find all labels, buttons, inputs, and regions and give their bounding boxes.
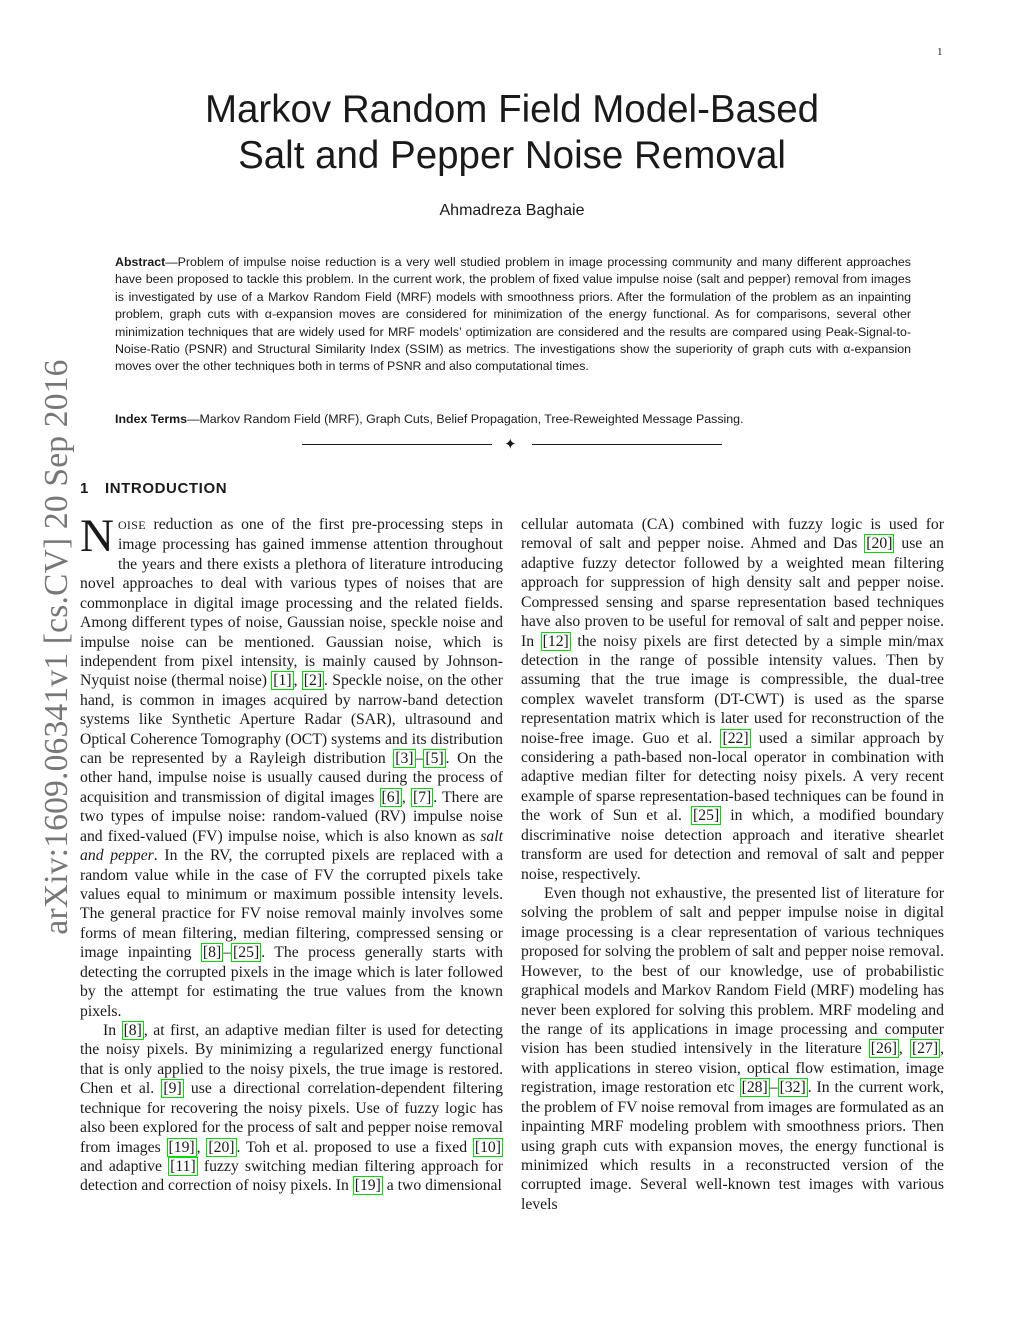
citation-link[interactable]: [22] [722, 729, 749, 747]
separator-line-left [302, 444, 492, 445]
page-number: 1 [937, 46, 943, 58]
text-run: used a similar approach by considering a path-based non-local operator in combination with adaptive median filter for detecting noisy pixels. A very recent example of sparse representation-based techniques can be found in the work of Sun et al. [521, 729, 944, 825]
citation-link[interactable]: [12] [542, 632, 569, 650]
section-separator [302, 436, 722, 452]
text-run: in which, a modified boundary discriminative noise detection approach and iterative shearlet transform are used for detection and removal of salt and pepper noise, respectively. [521, 807, 944, 883]
text-run: , [898, 1040, 910, 1058]
text-run: . The process generally starts with detecting the corrupted pixels in the image which is later followed by the attempt for estimating the true values from the known pixels. [80, 944, 503, 1020]
dropcap: N [80, 510, 114, 562]
text-run: , [401, 788, 411, 806]
citation-link[interactable]: [20] [866, 535, 893, 553]
index-terms-text: —Markov Random Field (MRF), Graph Cuts, Belief Propagation, Tree-Reweighted Message Passing. [187, 412, 744, 426]
text-run: use an adaptive fuzzy detector followed by a weighted mean filtering approach for suppression of high density salt and pepper noise. Compressed sensing and sparse representation based techniques have also proven to be useful for removal of salt and pepper noise. In [521, 535, 945, 650]
citation-link[interactable]: [25] [233, 944, 260, 962]
text-run: , [293, 672, 302, 690]
citation-link[interactable]: [6] [381, 788, 400, 806]
text-run: In [103, 1021, 122, 1039]
text-run: fuzzy switching median filtering approach for detection and correction of noisy pixels. In [80, 1157, 503, 1195]
text-run: , with applications in stereo vision, optical flow estimation, image registration, image restoration etc [521, 1040, 945, 1097]
abstract-text: —Problem of impulse noise reduction is a very well studied problem in image processing community and many different approaches have been proposed to tackle this problem. In the current work, the problem of fixed value impulse noise (salt and pepper) removal from images is investigated by use of a Markov Random Field (MRF) models with smoothness priors. After the formulation of the problem as an inpainting problem, graph cuts with α-expansion moves are considered for minimization of the energy functional. As for comparisons, several other minimization techniques that are widely used for MRF models’ optimization are considered and the results are compared using Peak-Signal-to-Noise-Ratio (PSNR) and Structural Similarity Index (SSIM) as metrics. The investigations show the superiority of graph cuts with α-expansion moves over the other techniques both in terms of PSNR and also computational times. [115, 255, 911, 374]
text-run: – [769, 1079, 778, 1097]
citation-link[interactable]: [3] [395, 750, 414, 768]
text-run: reduction as one of the first pre-processing steps in image processing has gained immense attention throughout the years and there exists a plethora of literature introducing novel approaches to deal with various types of noises that are commonplace in digital image processing and the related fields. Among different types of noise, Gaussian noise, speckle noise and impulse noise can be mentioned. Gaussian noise, which is independent from pixel intensity, is mainly caused by Johnson-Nyquist noise (thermal noise) [80, 516, 503, 690]
title-line-1: Markov Random Field Model-Based [204, 88, 820, 131]
intro-paragraph-3 [521, 515, 944, 884]
text-run: . There are two types of impulse noise: random-valued (RV) impulse noise and fixed-valued (FV) impulse noise, which is also known as [80, 788, 504, 845]
intro-paragraph-1 [80, 510, 504, 1021]
citation-link[interactable]: [19] [354, 1177, 381, 1195]
index-terms [115, 411, 911, 428]
text-run: cellular automata (CA) combined with fuzzy logic is used for removal of salt and pepper noise. Ahmed and Das [521, 516, 944, 553]
text-run: and adaptive [80, 1157, 169, 1175]
text-run: Even though not exhaustive, the presented list of literature for solving the problem of salt and pepper impulse noise in digital image processing is a clear representation of various techniques proposed for solving the problem of salt and pepper noise removal. However, to the best of our knowledge, use of probabilistic graphical models and Markov Random Field (MRF) modeling has never been explored for solving this problem. MRF modeling and the range of its applications in image processing and computer vision has been studied intensively in the literature [521, 885, 944, 1058]
text-run: . On the other hand, impulse noise is usually caused during the process of acquisition and transmission of digital images [80, 750, 503, 806]
citation-link[interactable]: [19] [168, 1138, 195, 1156]
dropcap-smallcaps: OISE [117, 518, 146, 532]
separator-diamond-icon: ✦ [504, 435, 517, 453]
citation-link[interactable]: [8] [123, 1021, 142, 1039]
citation-link[interactable]: [10] [474, 1138, 501, 1156]
intro-paragraph-2 [80, 1021, 503, 1196]
citation-link[interactable]: [28] [741, 1079, 768, 1097]
text-run: , [196, 1138, 207, 1156]
text-run: , at first, an adaptive median filter is used for detecting the noisy pixels. By minimizing a regularized energy functional that is only applied to the noisy pixels, the true image is restored. Chen et al. [80, 1021, 503, 1098]
abstract-label: Abstract [115, 255, 166, 269]
left-column [80, 510, 504, 1196]
text-run: the noisy pixels are first detected by a simple min/max detection in the range of possible intensity values. Then by assuming that the true image is compressible, the dual-tree complex wavelet transform (DT-CWT) is used as the sparse representation matrix which is later used for reconstruction of the noise-free image. Guo et al. [521, 632, 944, 747]
text-run: . In the RV, the corrupted pixels are replaced with a random value while in the case of FV the corrupted pixels take values equal to minimum or maximum possible intensity levels. The general practice for FV noise removal mainly involves some forms of mean filtering, median filtering, compressed sensing or image inpainting [80, 847, 503, 962]
index-terms-label: Index Terms [115, 412, 188, 426]
citation-link[interactable]: [11] [170, 1157, 196, 1175]
text-run: a two dimensional [382, 1177, 502, 1195]
text-run: . In the current work, the problem of FV noise removal from images are formulated as an inpainting MRF modeling problem with smoothness priors. Then using graph cuts with expansion moves, the energy functional is minimized which results in a reconstructed version of the corrupted image. Several well-known test images with various levels [521, 1079, 944, 1213]
author-name: Ahmadreza Baghaie [439, 202, 585, 219]
intro-paragraph-4 [521, 884, 944, 1214]
section-heading [80, 480, 227, 497]
citation-link[interactable]: [7] [412, 788, 432, 806]
citation-link[interactable]: [9] [163, 1080, 182, 1098]
abstract [115, 254, 911, 376]
citation-link[interactable]: [25] [693, 807, 720, 825]
text-run: . Speckle noise, on the other hand, is common in images acquired by narrow-band detection systems like Synthetic Aperture Radar (SAR), ultrasound and Optical Coherence Tomography (OCT) systems and its distribution can be represented by a Rayleigh distribution [80, 672, 503, 768]
text-run: – [415, 750, 424, 768]
text-run: use a directional correlation-dependent filtering technique for recovering the noisy pixels. Use of fuzzy logic has also been explored for the process of salt and pepper noise removal from images [80, 1080, 503, 1156]
title-line-2: Salt and Pepper Noise Removal [238, 134, 786, 177]
citation-link[interactable]: [20] [208, 1138, 235, 1156]
citation-link[interactable]: [1] [273, 672, 292, 690]
citation-link[interactable]: [32] [779, 1079, 806, 1097]
text-run: – [223, 944, 232, 962]
citation-link[interactable]: [8] [202, 944, 222, 962]
citation-link[interactable]: [26] [870, 1040, 897, 1058]
section-number: 1 [80, 480, 89, 497]
text-run: . Toh et al. proposed to use a fixed [236, 1138, 473, 1156]
citation-link[interactable]: [27] [911, 1040, 939, 1058]
separator-line-right [532, 444, 722, 445]
paper-title [80, 87, 944, 179]
emphasis-salt-and-pepper: salt and pepper [80, 827, 503, 865]
right-column [521, 515, 944, 1214]
section-title: INTRODUCTION [104, 480, 228, 497]
citation-link[interactable]: [5] [425, 750, 444, 768]
arxiv-identifier: arXiv:1609.06341v1 [cs.CV] 20 Sep 2016 [38, 359, 75, 935]
citation-link[interactable]: [2] [303, 672, 323, 690]
